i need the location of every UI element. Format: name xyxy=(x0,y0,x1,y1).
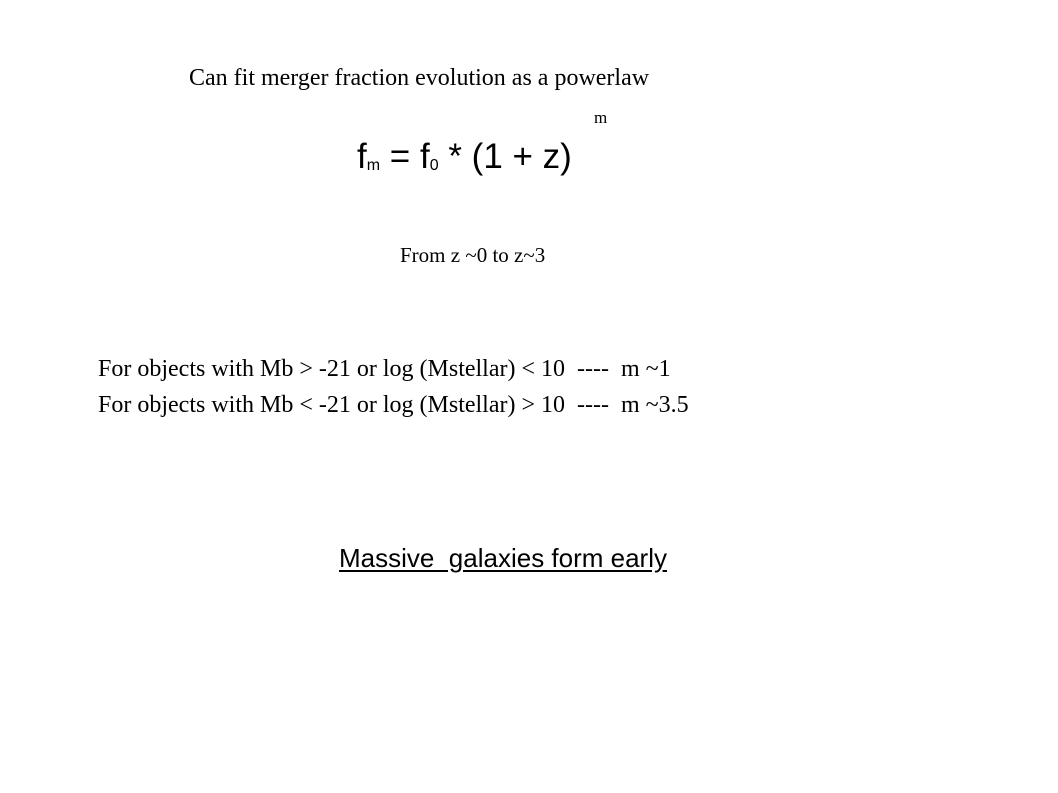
redshift-range: From z ~0 to z~3 xyxy=(400,243,546,267)
intro-text: Can fit merger fraction evolution as a powerlaw xyxy=(189,65,650,91)
equation-tail: * (1 + z) xyxy=(438,137,572,176)
condition-line-low-mass: For objects with Mb > -21 or log (Mstellar) < 10 ---- m ~1 xyxy=(98,356,671,382)
powerlaw-equation xyxy=(357,139,572,174)
equation-subscript-m: m xyxy=(366,157,381,174)
equation-exponent: m xyxy=(594,108,608,127)
condition-line-high-mass: For objects with Mb < -21 or log (Mstellar) > 10 ---- m ~3.5 xyxy=(98,392,689,418)
equation-f-symbol: f xyxy=(357,137,367,176)
conclusion-heading: Massive galaxies form early xyxy=(339,543,667,573)
equation-subscript-0: 0 xyxy=(429,157,439,174)
equation-equals-f: = f xyxy=(380,137,430,176)
